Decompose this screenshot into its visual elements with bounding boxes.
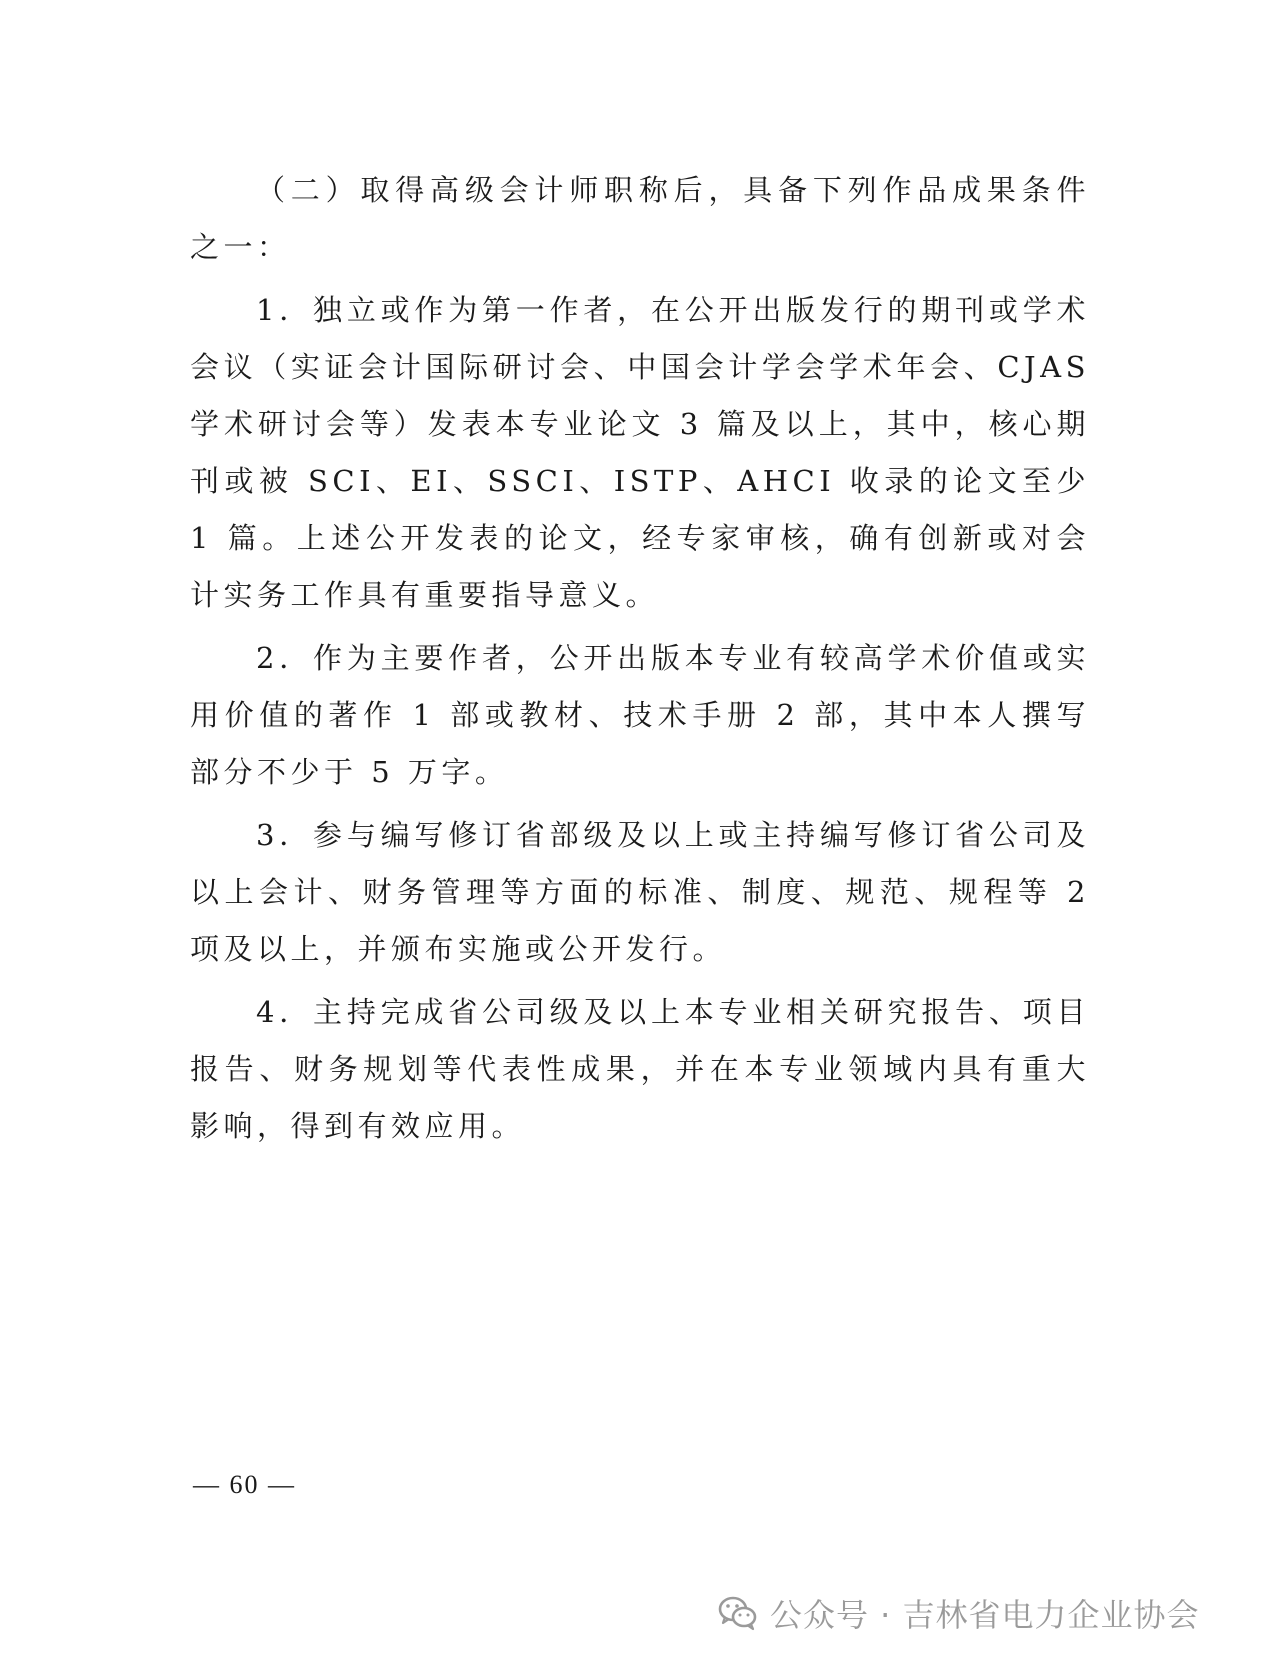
paragraph-section-heading: （二）取得高级会计师职称后，具备下列作品成果条件之一：	[190, 173, 1090, 264]
watermark-text: 公众号 · 吉林省电力企业协会	[770, 1596, 1200, 1634]
wechat-icon	[718, 1595, 758, 1631]
paragraph-item-4: 4．主持完成省公司级及以上本专业相关研究报告、项目报告、财务规划等代表性成果，并在本专业领域内具有重大影响，得到有效应用。	[190, 995, 1090, 1143]
document-body	[190, 162, 1090, 1161]
paragraph-item-1: 1．独立或作为第一作者，在公开出版发行的期刊或学术会议（实证会计国际研讨会、中国会计学会学术年会、CJAS 学术研讨会等）发表本专业论文 3 篇及以上，其中，核心期刊或被 SCI、EI、SSCI、ISTP、AHCI 收录的论文至少 1 篇。上述公开发表的论文，经专家审核，确有创新或对会计实务工作具有重要指导意义。	[190, 293, 1090, 612]
paragraph-item-3: 3．参与编写修订省部级及以上或主持编写修订省公司及以上会计、财务管理等方面的标准、制度、规范、规程等 2 项及以上，并颁布实施或公开发行。	[190, 818, 1090, 966]
paragraph-item-2: 2．作为主要作者，公开出版本专业有较高学术价值或实用价值的著作 1 部或教材、技术手册 2 部，其中本人撰写部分不少于 5 万字。	[190, 641, 1090, 789]
page-number: — 60 —	[193, 1470, 296, 1499]
wechat-watermark	[718, 1583, 1200, 1643]
